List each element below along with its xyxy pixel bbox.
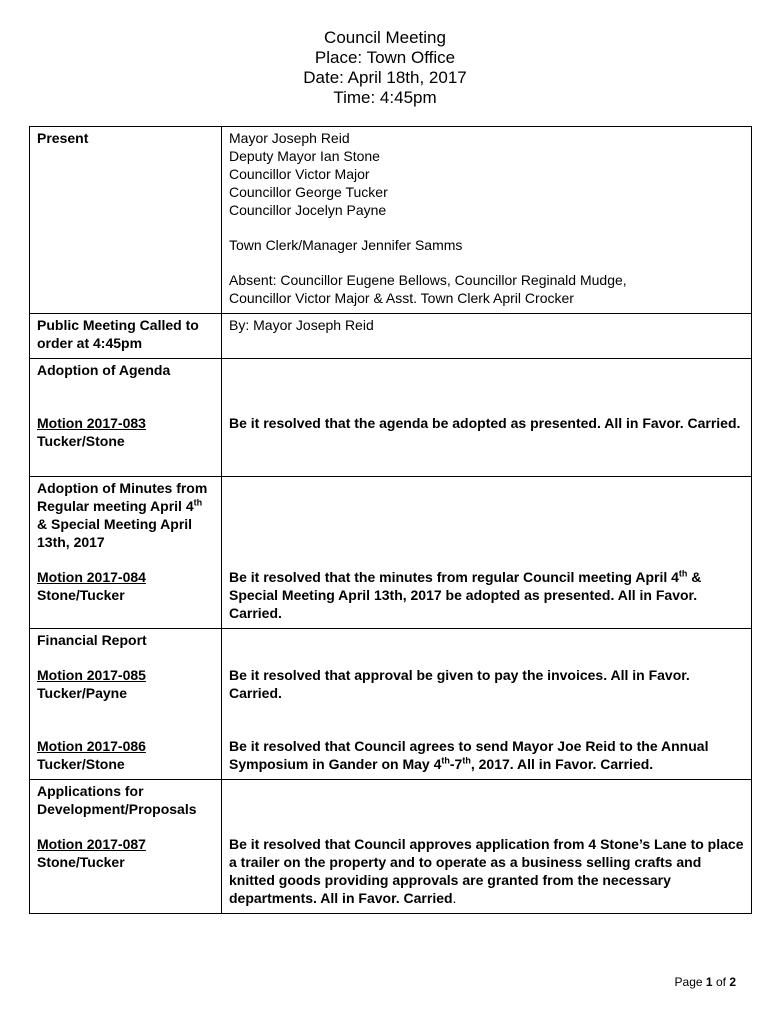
motion-086: Motion 2017-086	[37, 738, 146, 754]
absent-line-1: Absent: Councillor Eugene Bellows, Councillor Reginald Mudge,	[229, 272, 627, 288]
movers-083: Tucker/Stone	[37, 433, 125, 449]
applications-cell	[30, 780, 222, 914]
row-called	[30, 314, 752, 359]
minutes-cell	[30, 477, 222, 629]
movers-086: Tucker/Stone	[37, 756, 125, 772]
absent-line-2: Councillor Victor Major & Asst. Town Clerk April Crocker	[229, 290, 574, 306]
row-financial	[30, 629, 752, 780]
movers-084: Stone/Tucker	[37, 587, 125, 603]
applications-label: Applications for Development/Proposals	[37, 783, 197, 817]
meeting-date: Date: April 18th, 2017	[303, 68, 467, 87]
financial-cell	[30, 629, 222, 780]
meeting-time: Time: 4:45pm	[333, 88, 437, 107]
present-content	[222, 127, 752, 314]
member-3: Councillor Victor Major	[229, 166, 370, 182]
meeting-place: Place: Town Office	[314, 48, 456, 67]
resolution-083: Be it resolved that the agenda be adopted as presented. All in Favor. Carried.	[229, 415, 741, 431]
movers-087: Stone/Tucker	[37, 854, 125, 870]
minutes-content	[222, 477, 752, 629]
motion-085: Motion 2017-085	[37, 667, 146, 683]
row-present	[30, 127, 752, 314]
agenda-label: Adoption of Agenda	[37, 362, 171, 378]
resolution-084: Be it resolved that the minutes from regular Council meeting April 4th & Special Meeting April 13th, 2017 be adopted as presented. All in Favor. Carried.	[229, 568, 702, 621]
movers-085: Tucker/Payne	[37, 685, 128, 701]
resolution-086: Be it resolved that Council agrees to send Mayor Joe Reid to the Annual Symposium in Gander on May 4th-7th, 2017. All in Favor. Carried.	[229, 738, 709, 772]
resolution-087: Be it resolved that Council approves application from 4 Stone’s Lane to place a trailer on the property and to operate as a business selling crafts and knitted goods providing approvals are granted from the necessary departments. All in Favor. Carried.	[229, 836, 744, 906]
called-by: By: Mayor Joseph Reid	[222, 314, 752, 359]
financial-label: Financial Report	[37, 632, 147, 648]
clerk: Town Clerk/Manager Jennifer Samms	[229, 237, 463, 253]
page-footer: Page 1 of 2	[674, 975, 736, 989]
agenda-content	[222, 359, 752, 477]
member-4: Councillor George Tucker	[229, 184, 388, 200]
meeting-title: Council Meeting	[324, 28, 446, 47]
motion-084: Motion 2017-084	[37, 569, 146, 585]
meeting-header	[0, 28, 770, 108]
member-1: Mayor Joseph Reid	[229, 130, 350, 146]
member-5: Councillor Jocelyn Payne	[229, 202, 387, 218]
financial-content	[222, 629, 752, 780]
applications-content	[222, 780, 752, 914]
minutes-table	[29, 126, 752, 914]
motion-087: Motion 2017-087	[37, 836, 146, 852]
present-label: Present	[30, 127, 222, 314]
row-minutes	[30, 477, 752, 629]
minutes-label: Adoption of Minutes from Regular meeting April 4th & Special Meeting April 13th, 2017	[37, 480, 208, 550]
resolution-085: Be it resolved that approval be given to pay the invoices. All in Favor. Carried.	[229, 667, 690, 701]
called-label: Public Meeting Called to order at 4:45pm	[30, 314, 222, 359]
member-2: Deputy Mayor Ian Stone	[229, 148, 380, 164]
row-agenda	[30, 359, 752, 477]
row-applications	[30, 780, 752, 914]
agenda-cell	[30, 359, 222, 477]
motion-083: Motion 2017-083	[37, 415, 146, 431]
